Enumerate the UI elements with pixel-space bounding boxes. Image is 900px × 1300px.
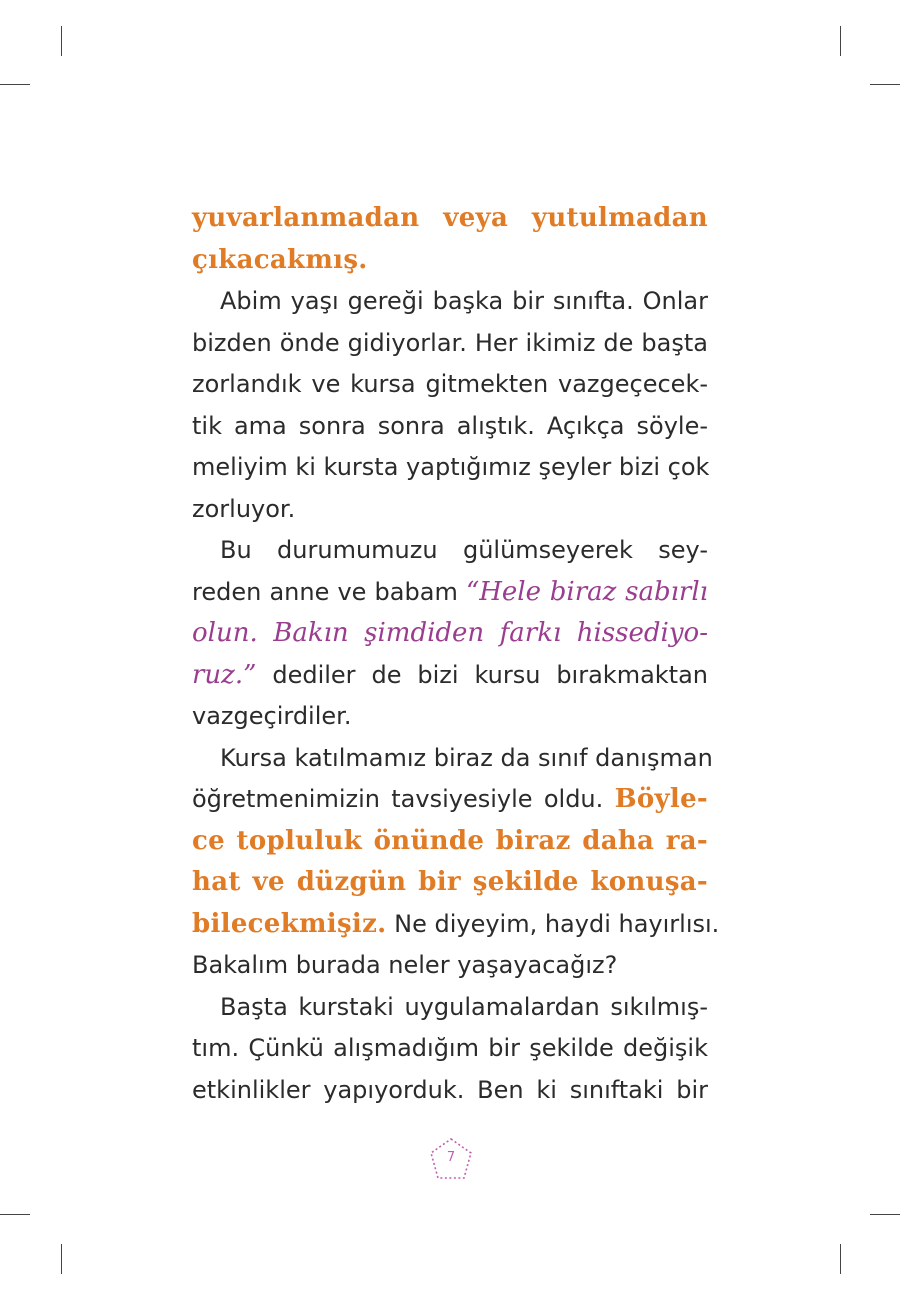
text-line bbox=[192, 738, 713, 780]
text-line bbox=[192, 1070, 708, 1112]
body-text-span: bizden önde gidiyorlar. Her ikimiz de başta bbox=[192, 328, 708, 357]
body-text-span: Başta kurstaki uygulamalardan sıkılmış- bbox=[220, 992, 708, 1021]
body-text-span: zorluyor. bbox=[192, 494, 296, 523]
body-text-span: tik ama sonra sonra alıştık. Açıkça söyle- bbox=[192, 411, 708, 440]
text-line bbox=[192, 821, 708, 863]
text-line bbox=[192, 530, 708, 572]
text-line bbox=[192, 862, 708, 904]
text-line bbox=[192, 406, 708, 448]
text-line bbox=[192, 613, 708, 655]
highlight-text: hat ve düzgün bir şekilde konuşa- bbox=[192, 867, 708, 897]
crop-mark bbox=[0, 1214, 30, 1215]
highlight-text: bilecekmişiz. bbox=[192, 908, 387, 939]
highlight-text: yuvarlanmadan veya yutulmadan bbox=[192, 203, 708, 233]
highlight-text: ce topluluk önünde biraz daha ra- bbox=[192, 825, 708, 856]
text-line bbox=[192, 655, 708, 697]
body-text-span: vazgeçirdiler. bbox=[192, 702, 352, 730]
quote-text: olun. Bakın şimdiden farkı hissediyo- bbox=[192, 618, 708, 648]
text-line bbox=[192, 198, 708, 240]
body-text-span: zorlandık ve kursa gitmekten vazgeçecek- bbox=[192, 370, 708, 398]
body-text-span: Kursa katılmamız biraz da sınıf danışman bbox=[220, 743, 713, 772]
body-text-span: Abim yaşı gereği başka bir sınıfta. Onlar bbox=[220, 287, 708, 315]
text-line bbox=[192, 240, 708, 282]
body-text bbox=[192, 198, 720, 1111]
text-line bbox=[192, 1028, 708, 1070]
text-line bbox=[192, 447, 708, 489]
text-line bbox=[192, 696, 708, 738]
text-line bbox=[192, 323, 708, 365]
body-text-span: meliyim ki kursta yaptığımız şeyler bizi çok bbox=[192, 453, 710, 481]
page-number-badge bbox=[428, 1136, 474, 1182]
body-text-span: öğretmenimizin tavsiyesiyle oldu. bbox=[192, 785, 615, 813]
crop-mark bbox=[840, 1244, 841, 1274]
body-text-span: etkinlikler yapıyorduk. Ben ki sınıftaki bir bbox=[192, 1075, 708, 1104]
text-line bbox=[192, 987, 708, 1029]
text-line bbox=[192, 779, 708, 821]
highlight-text: çıkacakmış. bbox=[192, 244, 368, 275]
text-line bbox=[192, 281, 708, 323]
text-line bbox=[192, 945, 708, 987]
quote-text: “Hele biraz sabırlı bbox=[465, 576, 708, 607]
text-line bbox=[192, 572, 708, 614]
body-text-span: Ne diyeyim, haydi hayırlısı. bbox=[386, 909, 720, 938]
crop-mark bbox=[61, 1244, 62, 1274]
body-text-span: Bu durumumuzu gülümseyerek sey- bbox=[220, 536, 708, 564]
highlight-text: Böyle- bbox=[614, 784, 708, 814]
text-line bbox=[192, 489, 708, 531]
quote-text: ruz.” bbox=[192, 659, 257, 690]
page-number: 7 bbox=[446, 1150, 456, 1165]
crop-mark bbox=[840, 26, 841, 56]
body-text-span: reden anne ve babam bbox=[192, 577, 466, 606]
crop-mark bbox=[0, 84, 30, 85]
crop-mark bbox=[61, 26, 62, 56]
text-line bbox=[192, 904, 720, 946]
text-line bbox=[192, 364, 708, 406]
body-text-span: tım. Çünkü alışmadığım bir şekilde değişik bbox=[192, 1034, 708, 1062]
crop-mark bbox=[870, 84, 900, 85]
body-text-span: Bakalım burada neler yaşayacağız? bbox=[192, 951, 618, 979]
body-text-span: dediler de bizi kursu bırakmaktan bbox=[256, 660, 708, 689]
crop-mark bbox=[870, 1214, 900, 1215]
